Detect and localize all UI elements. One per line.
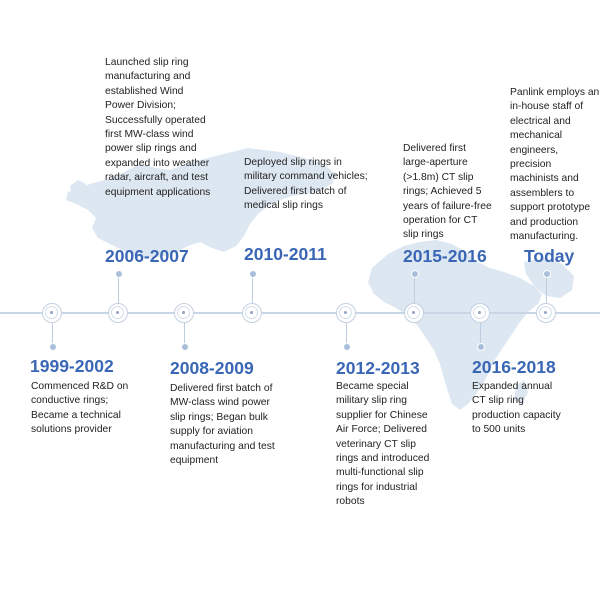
milestone-description: Commenced R&D on conductive rings; Became a technical solutions provider xyxy=(31,381,129,436)
milestone-year: 2006-2007 xyxy=(105,246,189,266)
milestone-description: Delivered first large-aperture (>1.8m) CT slip rings; Achieved 5 years of failure-free operation for CT slip rings xyxy=(403,143,492,241)
milestone-year: 2015-2016 xyxy=(403,246,487,266)
milestone-node-2010-2011 xyxy=(242,303,262,323)
timeline-axis xyxy=(0,312,600,314)
milestone-node-today xyxy=(536,303,556,323)
milestone-stem-2010-2011 xyxy=(252,276,253,303)
milestone-description: Became special military slip ring supplier for Chinese Air Force; Delivered veterinary CT slip rings and introduced multi-functional slip rings for industrial robots xyxy=(336,381,430,508)
milestone-stem-1999-2002 xyxy=(52,323,53,345)
milestone-node-2006-2007 xyxy=(108,303,128,323)
milestone-year: 2008-2009 xyxy=(170,358,254,378)
milestone-description: Deployed slip rings in military command vehicles; Delivered first batch of medical slip rings xyxy=(244,157,368,212)
milestone-node-2008-2009 xyxy=(174,303,194,323)
milestone-stem-today xyxy=(546,276,547,303)
milestone-stem-dot-2010-2011 xyxy=(249,270,257,278)
milestone-stem-dot-2016-2018 xyxy=(477,343,485,351)
milestone-stem-2006-2007 xyxy=(118,276,119,303)
milestone-stem-dot-today xyxy=(543,270,551,278)
milestone-stem-dot-2006-2007 xyxy=(115,270,123,278)
milestone-node-2015-2016 xyxy=(404,303,424,323)
milestone-stem-dot-2012-2013 xyxy=(343,343,351,351)
milestone-stem-2015-2016 xyxy=(414,276,415,303)
milestone-description: Expanded annual CT slip ring production capacity to 500 units xyxy=(472,381,561,436)
milestone-year: 2012-2013 xyxy=(336,358,420,378)
milestone-node-2012-2013 xyxy=(336,303,356,323)
milestone-year: 1999-2002 xyxy=(30,356,114,376)
milestone-node-2016-2018 xyxy=(470,303,490,323)
milestone-year: Today xyxy=(524,246,575,266)
milestone-year: 2010-2011 xyxy=(244,244,327,264)
milestone-description: Launched slip ring manufacturing and established Wind Power Division; Successfully operated first MW-class wind power slip rings and expanded into weather radar, aircraft, and test equipment applications xyxy=(105,57,211,198)
milestone-stem-2016-2018 xyxy=(480,323,481,345)
milestone-stem-dot-1999-2002 xyxy=(49,343,57,351)
milestone-description: Delivered first batch of MW-class wind power slip rings; Began bulk supply for aviation manufacturing and test equipment xyxy=(170,383,275,467)
milestone-stem-dot-2008-2009 xyxy=(181,343,189,351)
milestone-description: Panlink employs an in-house staff of electrical and mechanical engineers, precision machinists and assemblers to support prototype and production manufacturing. xyxy=(510,87,600,243)
milestone-stem-2012-2013 xyxy=(346,323,347,345)
milestone-stem-dot-2015-2016 xyxy=(411,270,419,278)
milestone-node-1999-2002 xyxy=(42,303,62,323)
milestone-year: 2016-2018 xyxy=(472,357,556,377)
milestone-stem-2008-2009 xyxy=(184,323,185,345)
